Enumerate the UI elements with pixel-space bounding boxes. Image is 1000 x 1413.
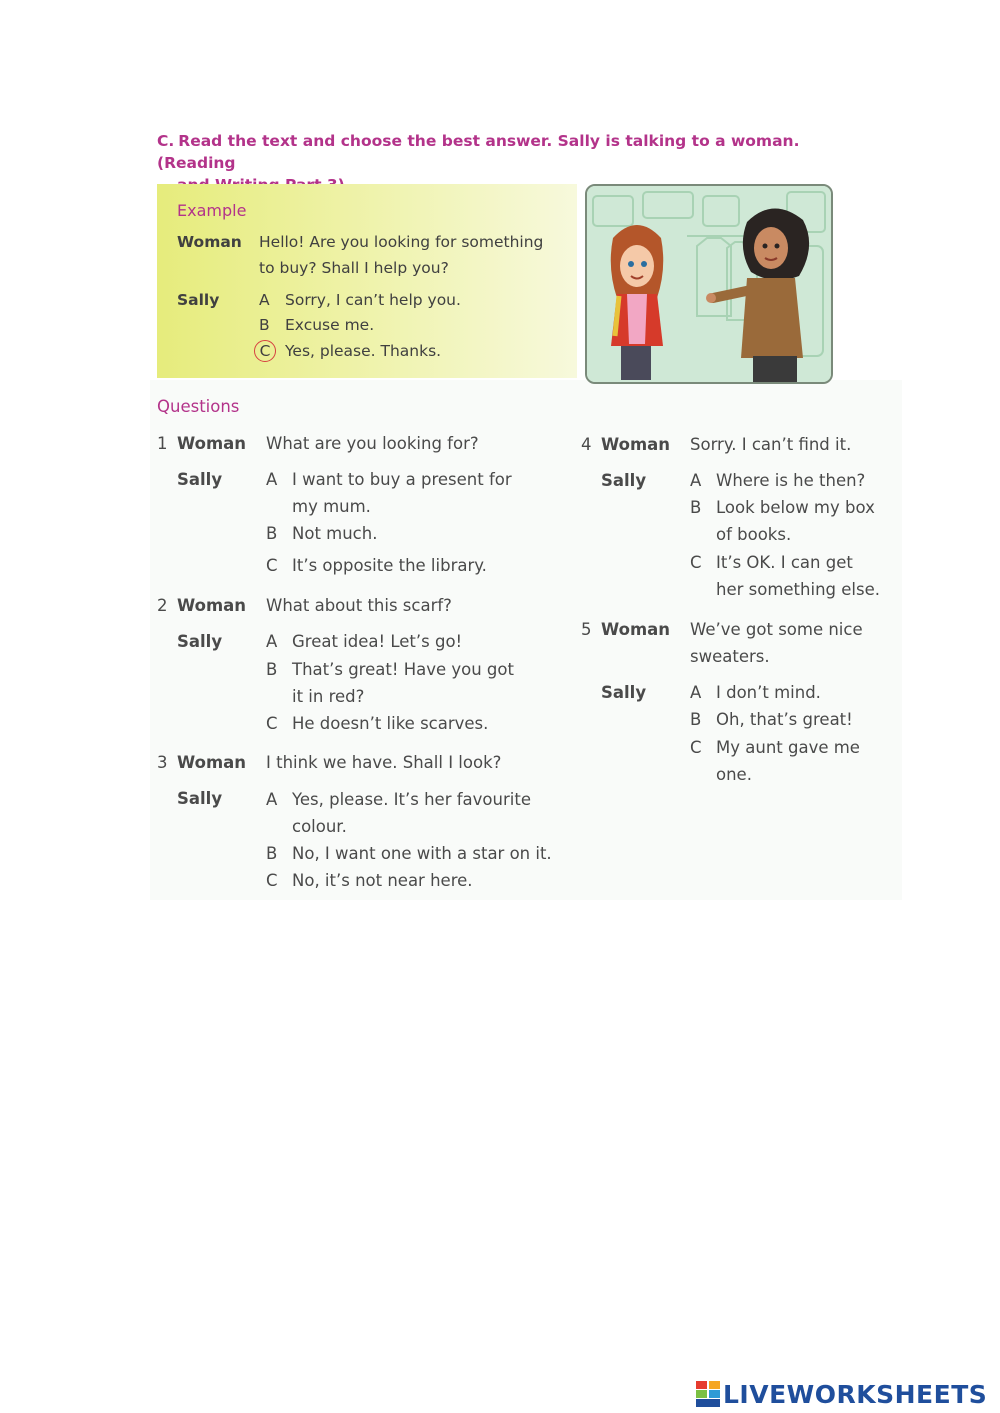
instruction-line1: Read the text and choose the best answer. Sally is talking to a woman. (Reading xyxy=(157,132,800,172)
woman-label: Woman xyxy=(601,435,671,454)
option-c[interactable] xyxy=(690,734,900,788)
option-text-line2: my mum. xyxy=(292,497,371,516)
option-text-line1: That’s great! Have you got xyxy=(292,660,514,679)
option-a[interactable] xyxy=(266,466,566,520)
question-number: 3 xyxy=(157,753,168,772)
option-text-line1: No, I want one with a star on it. xyxy=(292,844,552,863)
question-number: 5 xyxy=(581,620,592,639)
option-letter: A xyxy=(266,632,278,651)
option-text-line2: of books. xyxy=(716,525,792,544)
option-text-line1: Yes, please. It’s her favourite xyxy=(292,790,531,809)
option-letter: C xyxy=(266,871,278,890)
option-letter: A xyxy=(259,291,270,309)
option-text-line1: I don’t mind. xyxy=(716,683,821,702)
option-b[interactable] xyxy=(266,520,566,547)
option-text-line1: Look below my box xyxy=(716,498,875,517)
option-text-line1: Not much. xyxy=(292,524,378,543)
question-number: 1 xyxy=(157,434,168,453)
option-text-line2: colour. xyxy=(292,817,347,836)
woman-label: Woman xyxy=(601,620,671,639)
shop-scene-image xyxy=(587,186,831,382)
option-text-line1: It’s opposite the library. xyxy=(292,556,487,575)
sally-label: Sally xyxy=(601,471,647,490)
option-b[interactable] xyxy=(266,840,586,867)
option-text-line2: it in red? xyxy=(292,687,365,706)
option-letter: A xyxy=(266,470,278,489)
option-text-line1: Where is he then? xyxy=(716,471,866,490)
option-letter: C xyxy=(690,738,702,757)
shop-illustration xyxy=(585,184,833,384)
questions-heading: Questions xyxy=(157,397,240,416)
option-letter: A xyxy=(690,471,702,490)
sally-label: Sally xyxy=(177,789,223,808)
option-letter: C xyxy=(690,553,702,572)
example-sally-label: Sally xyxy=(177,291,220,309)
option-text: Yes, please. Thanks. xyxy=(285,342,442,360)
option-text-line1: Great idea! Let’s go! xyxy=(292,632,463,651)
example-woman-label: Woman xyxy=(177,233,242,251)
option-text-line1: Oh, that’s great! xyxy=(716,710,853,729)
woman-prompt-line1: We’ve got some nice xyxy=(690,620,863,639)
option-letter: B xyxy=(690,710,702,729)
woman-prompt: What are you looking for? xyxy=(266,434,479,453)
option-c[interactable] xyxy=(266,710,566,737)
option-a[interactable] xyxy=(266,628,566,655)
option-letter: B xyxy=(266,844,278,863)
selected-answer-circle: C xyxy=(254,340,276,362)
option-text: Excuse me. xyxy=(285,316,375,334)
example-woman-line1: Hello! Are you looking for something xyxy=(259,233,544,251)
liveworksheets-logo[interactable] xyxy=(696,1378,987,1410)
example-box xyxy=(157,184,577,378)
example-option-a[interactable] xyxy=(259,287,461,313)
option-c[interactable] xyxy=(266,867,576,894)
option-b[interactable] xyxy=(266,656,566,710)
option-text-line1: No, it’s not near here. xyxy=(292,871,473,890)
instruction-letter: C. xyxy=(157,132,175,150)
sally-label: Sally xyxy=(601,683,647,702)
example-heading: Example xyxy=(177,201,247,220)
sally-label: Sally xyxy=(177,470,223,489)
option-c[interactable] xyxy=(690,549,900,603)
logo-mark-icon xyxy=(696,1381,720,1407)
option-a[interactable] xyxy=(266,786,576,840)
option-letter: B xyxy=(690,498,702,517)
example-option-c[interactable] xyxy=(259,338,441,364)
logo-text: LIVEWORKSHEETS xyxy=(723,1379,988,1409)
option-letter: A xyxy=(266,790,278,809)
option-text-line1: My aunt gave me xyxy=(716,738,860,757)
woman-prompt: I think we have. Shall I look? xyxy=(266,753,502,772)
woman-label: Woman xyxy=(177,753,247,772)
option-text-line1: He doesn’t like scarves. xyxy=(292,714,489,733)
sally-label: Sally xyxy=(177,632,223,651)
woman-prompt-line2: sweaters. xyxy=(690,647,770,666)
option-letter: B xyxy=(266,660,278,679)
woman-prompt: What about this scarf? xyxy=(266,596,452,615)
woman-prompt: Sorry. I can’t find it. xyxy=(690,435,852,454)
option-letter: B xyxy=(266,524,278,543)
option-c[interactable] xyxy=(266,552,566,579)
option-letter: C xyxy=(266,556,278,575)
option-text-line2: her something else. xyxy=(716,580,880,599)
option-text-line1: I want to buy a present for xyxy=(292,470,512,489)
option-a[interactable] xyxy=(690,679,900,706)
question-number: 2 xyxy=(157,596,168,615)
option-text-line1: It’s OK. I can get xyxy=(716,553,853,572)
example-woman-line2: to buy? Shall I help you? xyxy=(259,259,449,277)
option-text-line2: one. xyxy=(716,765,752,784)
option-b[interactable] xyxy=(690,706,900,733)
option-letter: A xyxy=(690,683,702,702)
option-letter: B xyxy=(259,316,270,334)
option-b[interactable] xyxy=(690,494,900,548)
question-number: 4 xyxy=(581,435,592,454)
option-a[interactable] xyxy=(690,467,900,494)
option-letter: C xyxy=(266,714,278,733)
woman-label: Woman xyxy=(177,596,247,615)
option-text: Sorry, I can’t help you. xyxy=(285,291,461,309)
woman-label: Woman xyxy=(177,434,247,453)
example-option-b[interactable] xyxy=(259,312,374,338)
